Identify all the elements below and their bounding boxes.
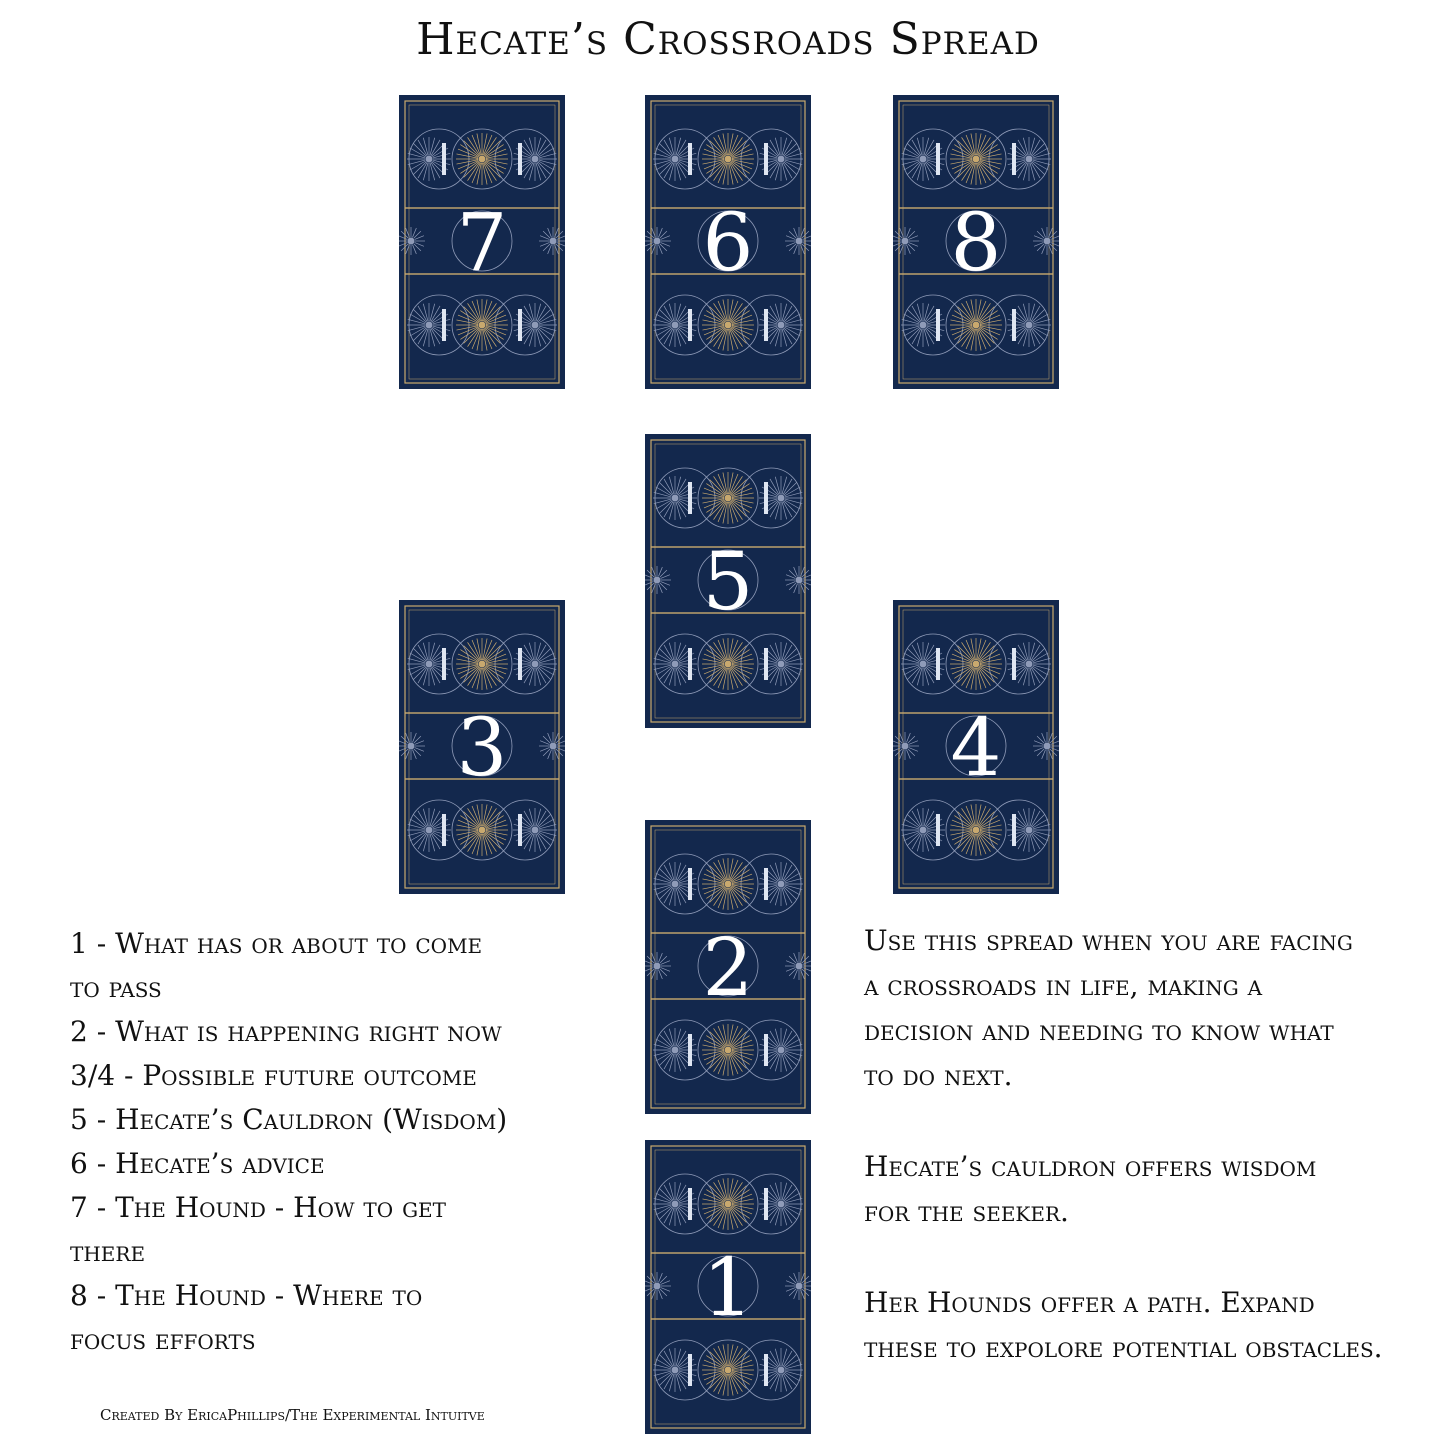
card-6 (645, 95, 811, 389)
card-1 (645, 1140, 811, 1434)
credit-line: Created By EricaPhillips/The Experimental Intuitve (100, 1406, 485, 1424)
card-number: 6 (702, 195, 754, 289)
description-line: Use this spread when you are facing (864, 924, 1353, 957)
card-number: 8 (950, 195, 1002, 289)
description-line: Her Hounds offer a path. Expand (864, 1286, 1315, 1319)
description-line: a crossroads in life, making a (864, 969, 1263, 1002)
card-number: 5 (702, 534, 754, 628)
card-8 (893, 95, 1059, 389)
card-number: 3 (456, 700, 508, 794)
card-7 (399, 95, 565, 389)
description-line: Hecate’s cauldron offers wisdom (864, 1150, 1317, 1183)
card-number: 4 (950, 700, 1002, 794)
legend-line: 1 - What has or about to come (70, 927, 483, 960)
card-4 (893, 600, 1059, 894)
card-5 (645, 434, 811, 728)
legend-line: 3/4 - Possible future outcome (70, 1059, 477, 1092)
position-legend (70, 922, 590, 1362)
legend-line: 7 - The Hound - How to get (70, 1191, 446, 1224)
card-2 (645, 820, 811, 1114)
description-line: to do next. (864, 1059, 1013, 1092)
card-number: 7 (456, 195, 508, 289)
legend-line: 2 - What is happening right now (70, 1015, 502, 1048)
legend-line: 8 - The Hound - Where to (70, 1279, 423, 1312)
legend-line: to pass (70, 971, 162, 1004)
legend-line: focus efforts (70, 1323, 256, 1356)
legend-line: 5 - Hecate’s Cauldron (Wisdom) (70, 1103, 508, 1136)
description-line: decision and needing to know what (864, 1014, 1334, 1047)
description-paragraph-2 (864, 1144, 1456, 1234)
card-3 (399, 600, 565, 894)
description-line: these to expolore potential obstacles. (864, 1331, 1383, 1364)
description-line: for the seeker. (864, 1195, 1069, 1228)
description-paragraph-3 (864, 1280, 1456, 1370)
card-number: 1 (702, 1240, 754, 1334)
page-title: Hecate’s Crossroads Spread (416, 14, 1040, 65)
description-paragraph-1 (864, 918, 1456, 1098)
card-number: 2 (702, 920, 754, 1014)
legend-line: 6 - Hecate’s advice (70, 1147, 325, 1180)
legend-line: there (70, 1235, 146, 1268)
